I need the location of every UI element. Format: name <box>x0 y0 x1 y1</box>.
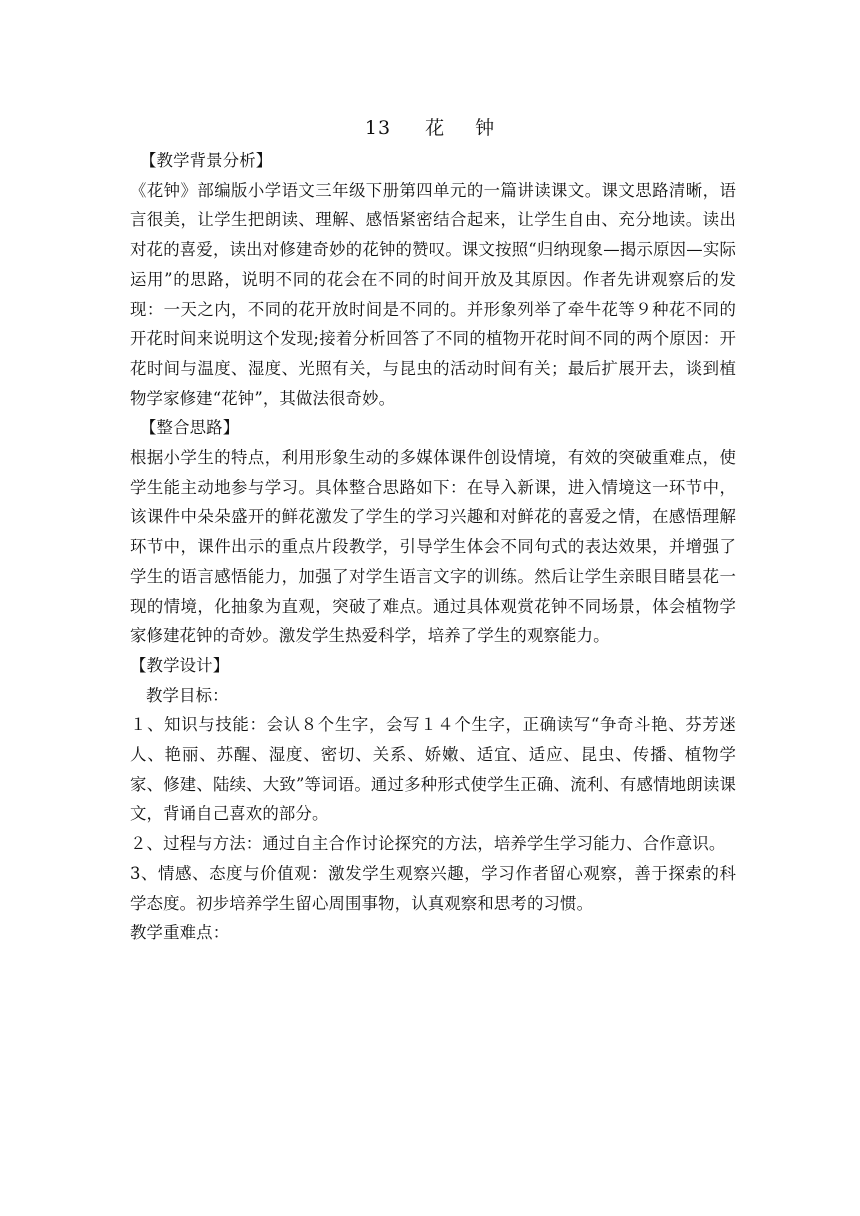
integration-ideas-paragraph: 根据小学生的特点，利用形象生动的多媒体课件创设情境，有效的突破重难点，使学生能主动地参与学习。具体整合思路如下：在导入新课，进入情境这一环节中，该课件中朵朵盛开的鲜花激发了学生的学习兴趣和对鲜花的喜爱之情，在感悟理解环节中，课件出示的重点片段教学，引导学生体会不同句式的表达效果，并增强了学生的语言感悟能力，加强了对学生语言文字的训练。然后让学生亲眼目睹昙花一现的情境，化抽象为直观，突破了难点。通过具体观赏花钟不同场景，体会植物学家修建花钟的奇妙。激发学生热爱科学，培养了学生的观察能力。 <box>130 448 736 646</box>
objective-knowledge-skills: １、知识与技能：会认８个生字，会写１４个生字，正确读写“争奇斗艳、芬芳迷人、艳丽、苏醒、湿度、密切、关系、娇嫩、适宜、适应、昆虫、传播、植物学家、修建、陆续、大致”等词语。通过多种形式使学生正确、流利、有感情地朗读课文，背诵自己喜欢的部分。 <box>130 715 736 824</box>
teaching-difficulty-label: 教学重难点： <box>130 923 230 943</box>
teaching-objectives-label: 教学目标： <box>146 685 229 705</box>
title-char-1: 花 <box>425 117 446 139</box>
objective-process-methods: ２、过程与方法：通过自主合作讨论探究的方法，培养学生学习能力、合作意识。 <box>130 834 726 854</box>
title-char-2: 钟 <box>475 117 496 139</box>
heading-integration-ideas: 【整合思路】 <box>140 418 240 438</box>
heading-background-analysis: 【教学背景分析】 <box>140 151 273 170</box>
document-body <box>130 146 736 948</box>
background-analysis-paragraph: 《花钟》部编版小学语文三年级下册第四单元的一篇讲读课文。课文思路清晰，语言很美，让学生把朗读、理解、感悟紧密结合起来，让学生自由、充分地读。读出对花的喜爱，读出对修建奇妙的花钟的赞叹。课文按照“归纳现象—揭示原因—实际运用”的思路，说明不同的花会在不同的时间开放及其原因。作者先讲观察后的发现：一天之内，不同的花开放时间是不同的。并形象列举了牵牛花等９种花不同的开花时间来说明这个发现;接着分析回答了不同的植物开花时间不同的两个原因：开花时间与温度、湿度、光照有关，与昆虫的活动时间有关；最后扩展开去，谈到植物学家修建“花钟”，其做法很奇妙。 <box>130 180 736 408</box>
heading-teaching-design: 【教学设计】 <box>130 655 230 675</box>
lesson-number: 13 <box>364 117 392 139</box>
objective-emotion-values: 3、情感、态度与价值观：激发学生观察兴趣，学习作者留心观察，善于探索的科学态度。初步培养学生留心周围事物，认真观察和思考的习惯。 <box>130 863 736 913</box>
lesson-title <box>0 114 860 142</box>
